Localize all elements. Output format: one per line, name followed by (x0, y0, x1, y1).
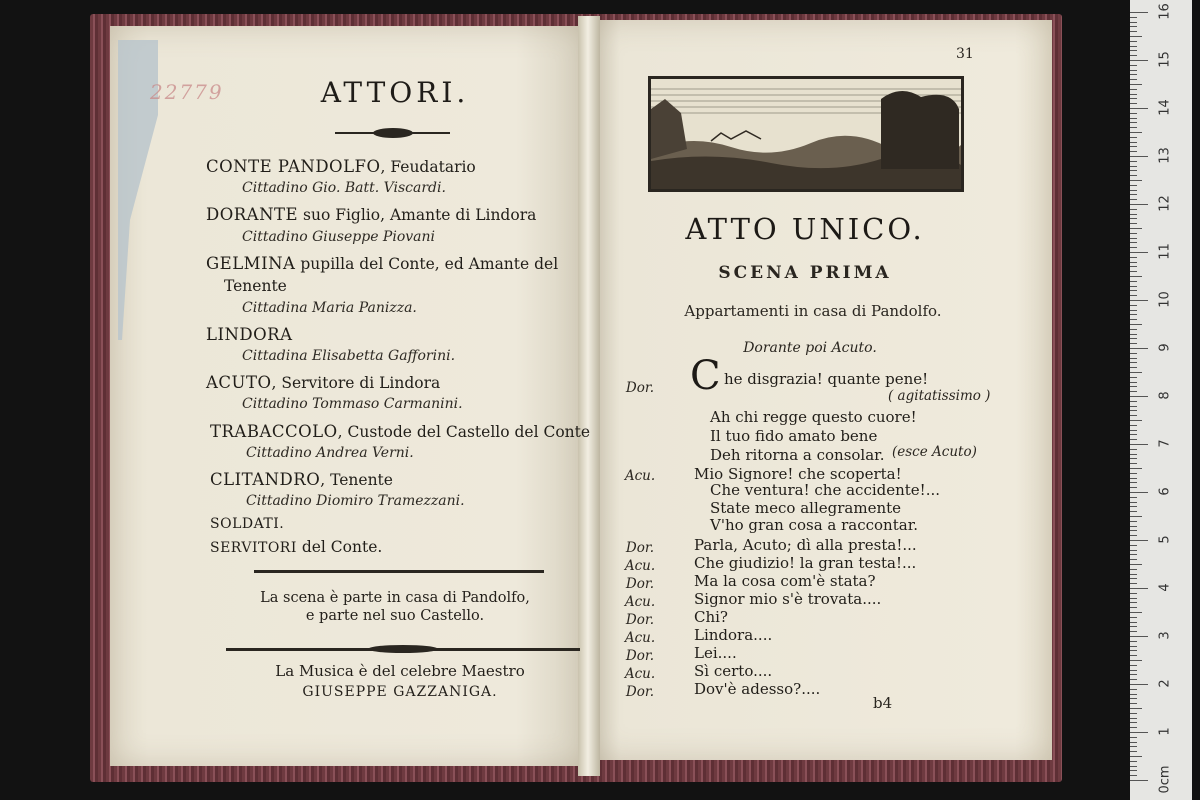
ruler-tick (1130, 473, 1137, 474)
ruler-tick (1130, 290, 1137, 291)
dialogue-line: Lindora.... (694, 626, 773, 644)
ruler-tick (1130, 732, 1148, 733)
manuscript-note: 22779 (150, 80, 224, 104)
ruler-tick (1130, 122, 1137, 123)
ruler-label: 0cm (1157, 765, 1173, 794)
ruler-tick (1130, 694, 1137, 695)
ruler-tick (1130, 79, 1137, 80)
speaker-label: Dor. (625, 380, 655, 396)
ruler-tick (1130, 708, 1142, 709)
ruler-tick (1130, 578, 1137, 579)
ruler-tick (1130, 367, 1137, 368)
ruler-tick (1130, 559, 1137, 560)
actor-tramezzani: Cittadino Diomiro Tramezzani. (246, 493, 465, 509)
ruler-tick (1130, 281, 1137, 282)
ruler-label: 4 (1157, 583, 1173, 592)
ruler-tick (1130, 377, 1137, 378)
ruler-tick (1130, 430, 1137, 431)
ruler-tick (1130, 74, 1137, 75)
ruler-tick (1130, 761, 1137, 762)
ruler-tick (1130, 98, 1137, 99)
ruler-tick (1130, 300, 1148, 301)
ruler-tick (1130, 329, 1137, 330)
ruler-tick (1130, 382, 1137, 383)
ruler-label: 2 (1157, 679, 1173, 688)
stage-direction: ( agitatissimo ) (888, 388, 991, 404)
actor-carmanini: Cittadino Tommaso Carmanini. (242, 396, 463, 412)
ruler-tick (1130, 338, 1137, 339)
ruler-tick (1130, 247, 1137, 248)
ruler-label: 12 (1157, 195, 1173, 212)
ruler-tick (1130, 233, 1137, 234)
ruler-tick (1130, 718, 1137, 719)
dialogue-line: Che giudizio! la gran testa!... (694, 554, 917, 572)
ruler-tick (1130, 166, 1137, 167)
ruler-tick (1130, 214, 1137, 215)
ruler-tick (1130, 238, 1137, 239)
ruler-tick (1130, 444, 1148, 445)
ruler-tick (1130, 103, 1137, 104)
ruler-tick (1130, 617, 1137, 618)
ruler-tick (1130, 698, 1137, 699)
ruler-tick (1130, 574, 1137, 575)
ruler-tick (1130, 324, 1142, 325)
cast-list-title: ATTORI. (320, 76, 470, 109)
dialogue-line: Signor mio s'è trovata.... (694, 590, 882, 608)
ruler-tick (1130, 218, 1137, 219)
ruler-tick (1130, 180, 1142, 181)
ruler-label: 6 (1157, 487, 1173, 496)
ruler-tick (1130, 170, 1137, 171)
ruler-tick (1130, 84, 1142, 85)
scene-setting: Appartamenti in casa di Pandolfo. (684, 302, 942, 320)
actor-viscardi: Cittadino Gio. Batt. Viscardi. (242, 180, 446, 196)
ruler-tick (1130, 511, 1137, 512)
ruler-tick (1130, 535, 1137, 536)
speaker-label: Acu. (624, 630, 656, 646)
ruler-label: 1 (1157, 727, 1173, 736)
ruler-label: 16 (1157, 3, 1173, 20)
ruler-tick (1130, 420, 1142, 421)
ruler-label: 3 (1157, 631, 1173, 640)
ruler-tick (1130, 286, 1137, 287)
ruler-tick (1130, 137, 1137, 138)
ruler-tick (1130, 262, 1137, 263)
dialogue-line: Parla, Acuto; dì alla presta!... (694, 536, 917, 554)
ruler-tick (1130, 118, 1137, 119)
ruler-tick (1130, 540, 1148, 541)
act-title: ATTO UNICO. (685, 212, 925, 246)
ruler-tick (1130, 665, 1137, 666)
speaker-label: Acu. (624, 594, 656, 610)
ruler-tick (1130, 545, 1137, 546)
ruler-tick (1130, 612, 1142, 613)
ruler-tick (1130, 22, 1137, 23)
ruler-tick (1130, 353, 1137, 354)
ruler-tick (1130, 482, 1137, 483)
ruler-tick (1130, 146, 1137, 147)
dialogue-line: Lei.... (694, 644, 737, 662)
ruler-tick (1130, 17, 1137, 18)
ruler-tick (1130, 425, 1137, 426)
ruler-tick (1130, 46, 1137, 47)
dialogue-line: Dov'è adesso?.... (694, 680, 821, 698)
ruler-tick (1130, 161, 1137, 162)
ruler-tick (1130, 679, 1137, 680)
ruler-tick (1130, 113, 1137, 114)
ruler-tick (1130, 252, 1148, 253)
ruler-tick (1130, 406, 1137, 407)
cast-entry-soldati: SOLDATI. (210, 516, 285, 532)
ruler-tick (1130, 487, 1137, 488)
ruler-label: 10 (1157, 291, 1173, 308)
ruler-tick (1130, 94, 1137, 95)
ruler-label: 14 (1157, 99, 1173, 116)
ruler-tick (1130, 410, 1137, 411)
ruler-tick (1130, 199, 1137, 200)
ruler-label: 8 (1157, 391, 1173, 400)
ruler-tick (1130, 358, 1137, 359)
ruler-tick (1130, 727, 1137, 728)
stage-direction: (esce Acuto) (892, 444, 977, 460)
signature-mark: b4 (873, 694, 893, 712)
ruler-tick (1130, 458, 1137, 459)
engraving-illustration (648, 76, 964, 192)
cast-entry-clitandro: CLITANDRO, Tenente (210, 470, 393, 489)
ruler-tick (1130, 41, 1137, 42)
ruler-tick (1130, 670, 1137, 671)
speaker-label: Acu. (624, 558, 656, 574)
ruler-tick (1130, 703, 1137, 704)
ruler-label: 11 (1157, 243, 1173, 260)
music-note-line-1: La Musica è del celebre Maestro (275, 662, 525, 680)
ruler-tick (1130, 626, 1137, 627)
ruler-tick (1130, 266, 1137, 267)
ruler-tick (1130, 194, 1137, 195)
ruler-tick (1130, 583, 1137, 584)
ruler-tick (1130, 722, 1137, 723)
ruler-tick (1130, 607, 1137, 608)
cast-entry-servitori: SERVITORI del Conte. (210, 538, 383, 556)
page-number: 31 (956, 46, 974, 62)
ruler-tick (1130, 742, 1137, 743)
ruler-tick (1130, 650, 1137, 651)
ruler-tick (1130, 684, 1148, 685)
ruler-tick (1130, 151, 1137, 152)
ornament-divider (335, 130, 450, 136)
ruler-tick (1130, 396, 1148, 397)
speaker-label: Acu. (624, 666, 656, 682)
dialogue-line: Chi? (694, 608, 728, 626)
ruler-tick (1130, 223, 1137, 224)
ruler-tick (1130, 295, 1137, 296)
ruler-tick (1130, 756, 1142, 757)
ruler-tick (1130, 348, 1148, 349)
ruler-label: 5 (1157, 535, 1173, 544)
ruler-tick (1130, 602, 1137, 603)
ruler-tick (1130, 401, 1137, 402)
ruler-tick (1130, 646, 1137, 647)
ruler-tick (1130, 766, 1137, 767)
ruler-tick (1130, 598, 1137, 599)
actor-gafforini: Cittadina Elisabetta Gafforini. (242, 348, 456, 364)
cast-entry-acuto: ACUTO, Servitore di Lindora (206, 373, 441, 392)
ruler-tick (1130, 334, 1137, 335)
ruler-tick (1130, 468, 1142, 469)
ruler-tick (1130, 775, 1137, 776)
ruler-tick (1130, 242, 1137, 243)
actor-verni: Cittadino Andrea Verni. (246, 445, 414, 461)
ruler-tick (1130, 65, 1137, 66)
ruler-tick (1130, 516, 1142, 517)
ruler-tick (1130, 463, 1137, 464)
ruler-tick (1130, 502, 1137, 503)
dialogue-line: Sì certo.... (694, 662, 773, 680)
ruler-tick (1130, 506, 1137, 507)
ruler-tick (1130, 175, 1137, 176)
ruler-tick (1130, 622, 1137, 623)
ruler-tick (1130, 521, 1137, 522)
ruler-tick (1130, 386, 1137, 387)
ruler-tick (1130, 257, 1137, 258)
ruler-label: 7 (1157, 439, 1173, 448)
speaker-label: Acu. (624, 468, 656, 484)
ruler-tick (1130, 276, 1142, 277)
speaker-label: Dor. (625, 576, 655, 592)
ruler-tick (1130, 372, 1142, 373)
ruler-tick (1130, 554, 1137, 555)
ruler-tick (1130, 737, 1137, 738)
ruler-tick (1130, 497, 1137, 498)
dialogue-line: Ah chi regge questo cuore! (710, 408, 917, 426)
ornament-divider-2 (254, 568, 544, 574)
ruler-tick (1130, 89, 1137, 90)
ruler-tick (1130, 127, 1137, 128)
cast-entry-lindora: LINDORA (206, 325, 293, 344)
ruler-tick (1130, 492, 1148, 493)
scene-note-line-1: La scena è parte in casa di Pandolfo, (260, 590, 530, 606)
ruler-tick (1130, 314, 1137, 315)
dialogue-line: V'ho gran cosa a raccontar. (710, 516, 918, 534)
actor-piovani: Cittadino Giuseppe Piovani (242, 229, 436, 245)
ruler-tick (1130, 60, 1148, 61)
ruler-tick (1130, 142, 1137, 143)
ruler-tick (1130, 526, 1137, 527)
dialogue-line: State meco allegramente (710, 499, 902, 517)
ruler-tick (1130, 305, 1137, 306)
ruler-tick (1130, 449, 1137, 450)
ruler-tick (1130, 319, 1137, 320)
ruler-label: 13 (1157, 147, 1173, 164)
ruler-tick (1130, 588, 1148, 589)
ruler-tick (1130, 655, 1137, 656)
ruler-tick (1130, 415, 1137, 416)
ruler-tick (1130, 209, 1137, 210)
ruler-tick (1130, 190, 1137, 191)
ruler-tick (1130, 132, 1142, 133)
ruler-tick (1130, 362, 1137, 363)
dialogue-line: he disgrazia! quante pene! (724, 370, 929, 388)
ruler-tick (1130, 108, 1148, 109)
ruler-tick (1130, 55, 1137, 56)
music-note-line-2: GIUSEPPE GAZZANIGA. (302, 684, 498, 700)
ruler-tick (1130, 550, 1137, 551)
ruler-tick (1130, 530, 1137, 531)
ornament-divider-3 (226, 646, 580, 652)
ruler-tick (1130, 713, 1137, 714)
ruler-tick (1130, 751, 1137, 752)
ruler-tick (1130, 204, 1148, 205)
ruler-tick (1130, 674, 1137, 675)
ruler-tick (1130, 636, 1148, 637)
ruler-tick (1130, 271, 1137, 272)
ruler-tick (1130, 593, 1137, 594)
cast-entry-dorante: DORANTE suo Figlio, Amante di Lindora (206, 205, 537, 224)
speaker-label: Dor. (625, 540, 655, 556)
ruler-tick (1130, 746, 1137, 747)
ruler-tick (1130, 631, 1137, 632)
ruler-tick (1130, 439, 1137, 440)
dialogue-line: Il tuo fido amato bene (710, 427, 878, 445)
dialogue-line: Mio Signore! che scoperta! (694, 465, 902, 483)
scene-note-line-2: e parte nel suo Castello. (305, 608, 485, 624)
ruler-tick (1130, 310, 1137, 311)
ruler-tick (1130, 770, 1137, 771)
ruler-tick (1130, 36, 1142, 37)
ruler-tick (1130, 50, 1137, 51)
ruler-tick (1130, 641, 1137, 642)
measurement-ruler (1130, 0, 1192, 800)
ruler-tick (1130, 564, 1142, 565)
drop-cap: C (690, 353, 721, 399)
dialogue-line: Che ventura! che accidente!... (710, 481, 941, 499)
ruler-label: 9 (1157, 343, 1173, 352)
cast-entry-pandolfo: CONTE PANDOLFO, Feudatario (206, 157, 476, 176)
ruler-tick (1130, 660, 1142, 661)
ruler-tick (1130, 780, 1148, 781)
speaker-label: Dor. (625, 648, 655, 664)
dialogue-line: Ma la cosa com'è stata? (694, 572, 876, 590)
ruler-tick (1130, 228, 1142, 229)
scene-characters: Dorante poi Acuto. (743, 340, 877, 356)
ruler-tick (1130, 478, 1137, 479)
ruler-tick (1130, 569, 1137, 570)
book-gutter (578, 16, 600, 776)
speaker-label: Dor. (625, 684, 655, 700)
ruler-tick (1130, 343, 1137, 344)
dialogue-line: Deh ritorna a consolar. (710, 446, 885, 464)
ruler-tick (1130, 391, 1137, 392)
ruler-tick (1130, 12, 1148, 13)
ruler-tick (1130, 434, 1137, 435)
ruler-tick (1130, 156, 1148, 157)
cast-entry-gelmina-cont: Tenente (224, 277, 287, 295)
actor-panizza: Cittadina Maria Panizza. (242, 300, 417, 316)
cast-entry-trabaccolo: TRABACCOLO, Custode del Castello del Conte (210, 422, 591, 441)
ruler-label: 15 (1157, 51, 1173, 68)
speaker-label: Dor. (625, 612, 655, 628)
ruler-tick (1130, 689, 1137, 690)
ruler-tick (1130, 26, 1137, 27)
cast-entry-gelmina: GELMINA pupilla del Conte, ed Amante del (206, 254, 559, 273)
ruler-tick (1130, 454, 1137, 455)
ruler-tick (1130, 185, 1137, 186)
scene-title: SCENA PRIMA (718, 263, 892, 283)
landscape-vignette (651, 79, 961, 189)
ruler-tick (1130, 31, 1137, 32)
ruler-tick (1130, 70, 1137, 71)
